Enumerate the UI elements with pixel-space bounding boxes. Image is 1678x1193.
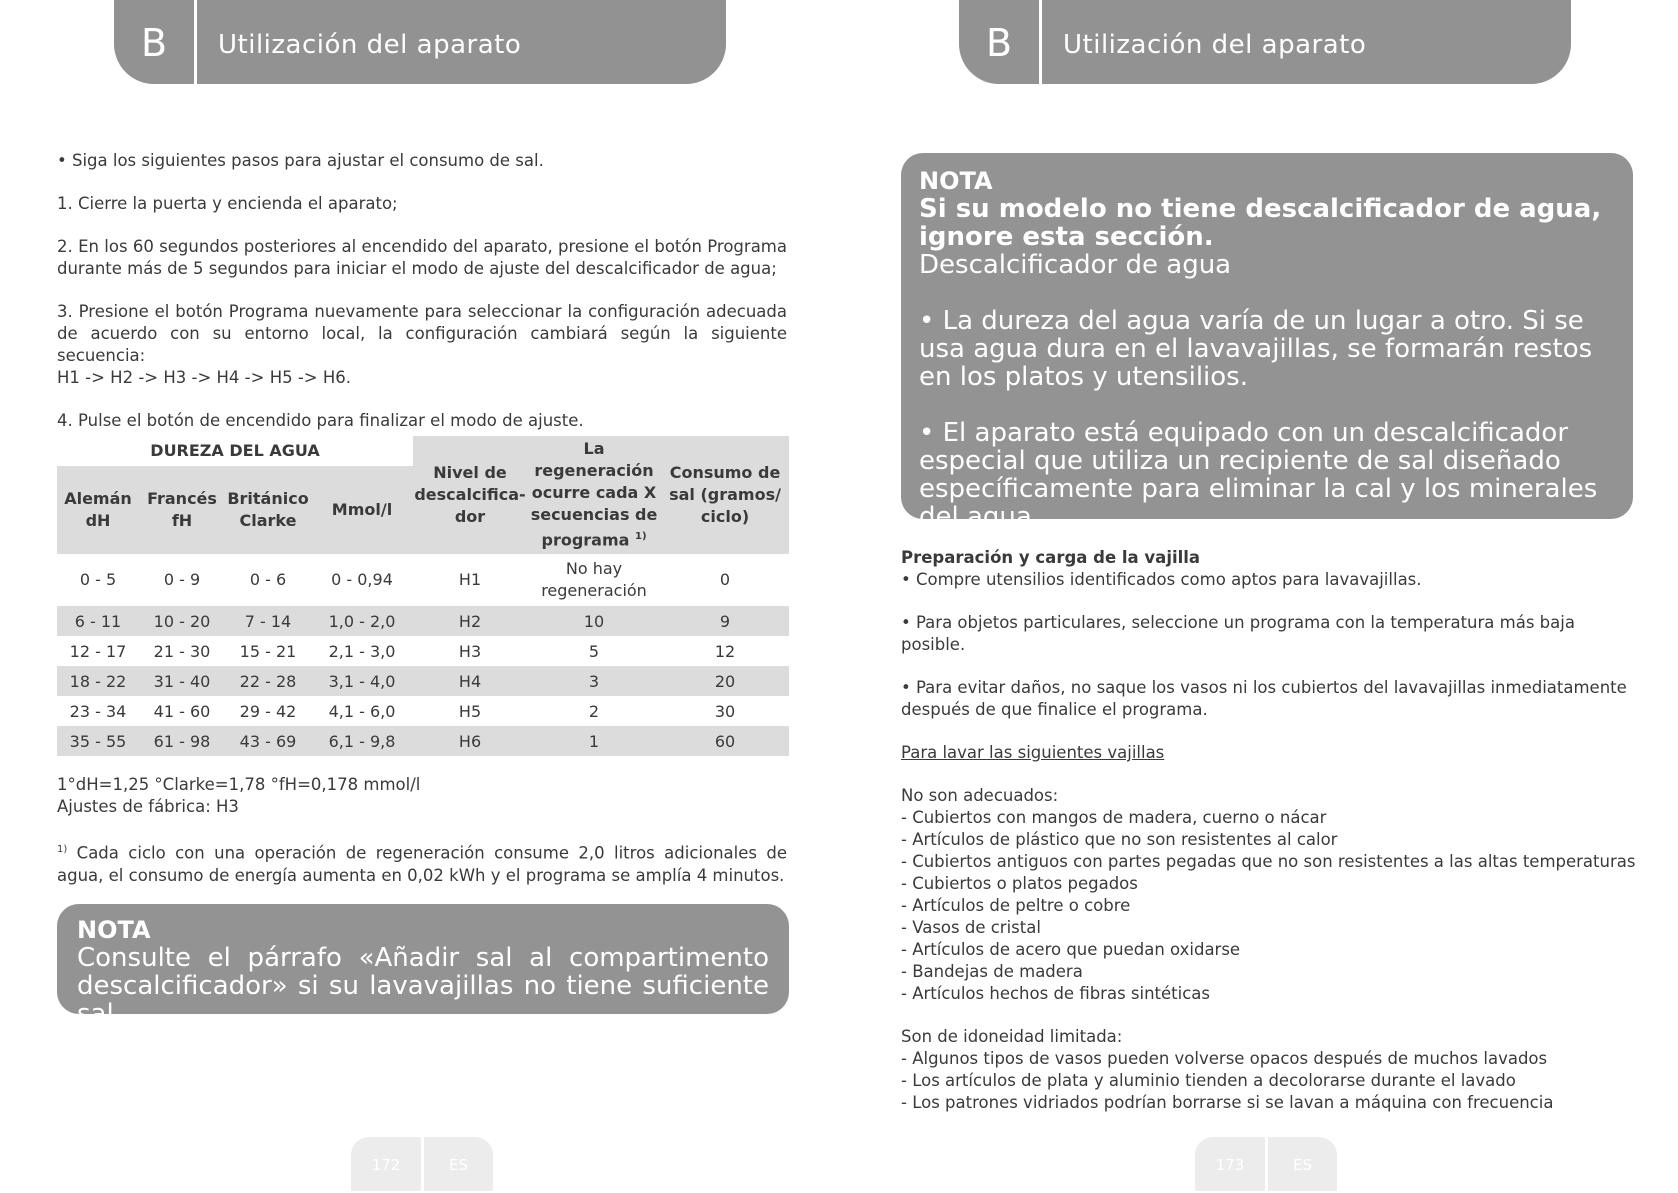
cell-mmol: 4,1 - 6,0 [328, 701, 396, 721]
page-number-tab [351, 1137, 493, 1191]
list-item: - Cubiertos con mangos de madera, cuerno o nácar [901, 808, 1327, 827]
list-item: • Compre utensilios identificados como aptos para lavavajillas. [901, 570, 1422, 589]
section-title: Utilización del aparato [218, 30, 522, 60]
factory-setting: Ajustes de fábrica: H3 [57, 797, 239, 816]
unsuitable-title: No son adecuados: [901, 786, 1059, 805]
list-item: - Cubiertos antiguos con partes pegadas que no son resistentes a las altas temperaturas [901, 852, 1636, 871]
table-row [57, 554, 789, 606]
step-4: 4. Pulse el botón de encendido para finalizar el modo de ajuste. [57, 411, 584, 430]
cell-fh: 10 - 20 [139, 606, 225, 636]
cell-mmol: 2,1 - 3,0 [328, 641, 396, 661]
col-header-frances: Francés fH [139, 466, 225, 554]
step-2: 2. En los 60 segundos posteriores al encendido del aparato, presione el botón Programa durante más de 5 segundos para iniciar el modo de ajuste del descalcificador de agua; [57, 237, 787, 278]
note-title: NOTA [919, 167, 993, 195]
table-row [57, 636, 789, 666]
language-code: ES [1293, 1156, 1312, 1174]
footnote-marker: 1) [57, 844, 68, 855]
cell-dh: 6 - 11 [57, 606, 139, 636]
table-row [57, 726, 789, 756]
cell-mmol: 0 - 0,94 [331, 570, 393, 589]
cell-mmol: 1,0 - 2,0 [311, 606, 413, 636]
cell-clarke: 7 - 14 [225, 606, 311, 636]
cell-fh: 41 - 60 [153, 701, 211, 721]
conversion-formula: 1°dH=1,25 °Clarke=1,78 °fH=0,178 mmol/l [57, 775, 421, 794]
cell-dh: 18 - 22 [57, 666, 139, 696]
col-header-regen [527, 436, 661, 554]
table-row [57, 666, 789, 696]
cell-mmol: 6,1 - 9,8 [311, 726, 413, 756]
cell-sal: 60 [661, 726, 789, 756]
cell-dh: 0 - 5 [79, 570, 117, 589]
step-1: 1. Cierre la puerta y encienda el aparato; [57, 194, 398, 213]
cell-sal: 9 [661, 606, 789, 636]
list-item: - Los patrones vidriados podrían borrarse si se lavan a máquina con frecuencia [901, 1093, 1554, 1112]
cell-sal: 12 [714, 641, 736, 661]
water-softener-note [901, 153, 1633, 532]
section-title: Utilización del aparato [1063, 30, 1367, 60]
cell-regen: 3 [527, 666, 661, 696]
cell-dh: 23 - 34 [69, 701, 127, 721]
section-header [114, 0, 726, 84]
note-bullet-hardness: • La dureza del agua varía de un lugar a otro. Si se usa agua dura en el lavavajillas, se formarán restos en los platos y utensilios. [919, 306, 1593, 392]
left-page [0, 0, 839, 1191]
section-header [959, 0, 1571, 84]
section-letter: B [985, 21, 1013, 65]
note-subtitle: Descalcificador de agua [919, 250, 1232, 280]
list-item: - Artículos de acero que puedan oxidarse [901, 940, 1241, 959]
cell-regen: 2 [588, 701, 600, 721]
cell-fh: 21 - 30 [153, 641, 211, 661]
cell-nivel: H3 [458, 641, 482, 661]
cell-regen: 1 [527, 726, 661, 756]
list-item: • Para evitar daños, no saque los vasos ni los cubiertos del lavavajillas inmediatamente después de que finalice el programa. [901, 678, 1627, 719]
right-page [839, 0, 1678, 1191]
cell-fh: 0 - 9 [163, 570, 201, 589]
cell-clarke: 22 - 28 [225, 666, 311, 696]
cell-nivel: H2 [413, 606, 527, 636]
table-row [57, 606, 789, 636]
page-number: 172 [371, 1156, 401, 1174]
list-item: - Algunos tipos de vasos pueden volverse opacos después de muchos lavados [901, 1049, 1548, 1068]
cell-clarke: 29 - 42 [239, 701, 297, 721]
note-bullet-softener: • El aparato está equipado con un descalcificador especial que utiliza un recipiente de sal diseñado específicamente para eliminar la cal y los minerales del agua. [919, 418, 1598, 532]
section-letter: B [140, 21, 168, 65]
list-item: - Vasos de cristal [901, 918, 1041, 937]
list-item: - Artículos hechos de fibras sintéticas [901, 984, 1211, 1003]
cell-regen: 5 [588, 641, 600, 661]
cell-nivel: H4 [413, 666, 527, 696]
step-3: 3. Presione el botón Programa nuevamente para seleccionar la configuración adecuada de acuerdo con su entorno local, la configuración cambiará según la siguiente secuencia: [57, 302, 787, 365]
list-item: - Los artículos de plata y aluminio tienden a decolorarse durante el lavado [901, 1071, 1516, 1090]
cell-nivel: H1 [458, 570, 482, 589]
table-row [57, 696, 789, 726]
note-box [57, 904, 789, 1029]
col-header-consumo: Consumo de sal (gramos/ ciclo) [661, 436, 789, 554]
list-item: - Cubiertos o platos pegados [901, 874, 1138, 893]
footnote [57, 839, 787, 887]
footnote-marker: 1) [635, 531, 647, 543]
col-header-aleman: Alemán dH [57, 466, 139, 554]
cell-regen: No hay regeneración [541, 559, 647, 600]
cell-nivel: H6 [413, 726, 527, 756]
header-divider [1039, 0, 1042, 84]
intro-bullet: • Siga los siguientes pasos para ajustar el consumo de sal. [57, 151, 544, 170]
cell-fh: 31 - 40 [139, 666, 225, 696]
note-text: Consulte el párrafo «Añadir sal al compartimento descalcificador» si su lavavajillas no tiene suficiente sal. [77, 943, 769, 1029]
cell-clarke: 43 - 69 [225, 726, 311, 756]
cell-regen: 10 [527, 606, 661, 636]
cell-dh: 12 - 17 [69, 641, 127, 661]
cell-fh: 61 - 98 [139, 726, 225, 756]
col-header-britanico: Británico Clarke [225, 466, 311, 554]
prep-title: Preparación y carga de la vajilla [901, 548, 1201, 567]
cell-nivel: H5 [458, 701, 482, 721]
wash-heading: Para lavar las siguientes vajillas [901, 743, 1165, 762]
col-header-nivel: Nivel de descalcifica-dor [413, 436, 527, 554]
language-code: ES [449, 1156, 468, 1174]
list-item: • Para objetos particulares, seleccione un programa con la temperatura más baja posible. [901, 613, 1575, 654]
note-warning: Si su modelo no tiene descalcificador de agua, ignore esta sección. [919, 194, 1602, 252]
page-number: 173 [1215, 1156, 1245, 1174]
list-item: - Artículos de peltre o cobre [901, 896, 1131, 915]
col-header-mmol: Mmol/l [311, 466, 413, 554]
page-number-tab [1195, 1137, 1337, 1191]
header-divider [194, 0, 197, 84]
cell-dh: 35 - 55 [57, 726, 139, 756]
water-hardness-table [57, 436, 789, 756]
note-title: NOTA [77, 916, 151, 944]
conversion-notes [57, 774, 787, 887]
limited-title: Son de idoneidad limitada: [901, 1027, 1123, 1046]
instructions [57, 150, 787, 432]
cell-clarke: 0 - 6 [249, 570, 287, 589]
dish-loading-section [901, 547, 1641, 1114]
list-item: - Bandejas de madera [901, 962, 1083, 981]
cell-sal: 20 [661, 666, 789, 696]
cell-mmol: 3,1 - 4,0 [311, 666, 413, 696]
cell-clarke: 15 - 21 [239, 641, 297, 661]
cell-sal: 30 [714, 701, 736, 721]
group-header-hardness: DUREZA DEL AGUA [57, 436, 413, 466]
step-3-sequence: H1 -> H2 -> H3 -> H4 -> H5 -> H6. [57, 368, 352, 387]
cell-sal: 0 [719, 570, 731, 589]
footnote-text: Cada ciclo con una operación de regeneración consume 2,0 litros adicionales de agua, el consumo de energía aumenta en 0,02 kWh y el programa se amplía 4 minutos. [57, 843, 787, 885]
list-item: - Artículos de plástico que no son resistentes al calor [901, 830, 1338, 849]
col-header-regen-text: La regeneración ocurre cada X secuencias de programa [530, 439, 658, 550]
